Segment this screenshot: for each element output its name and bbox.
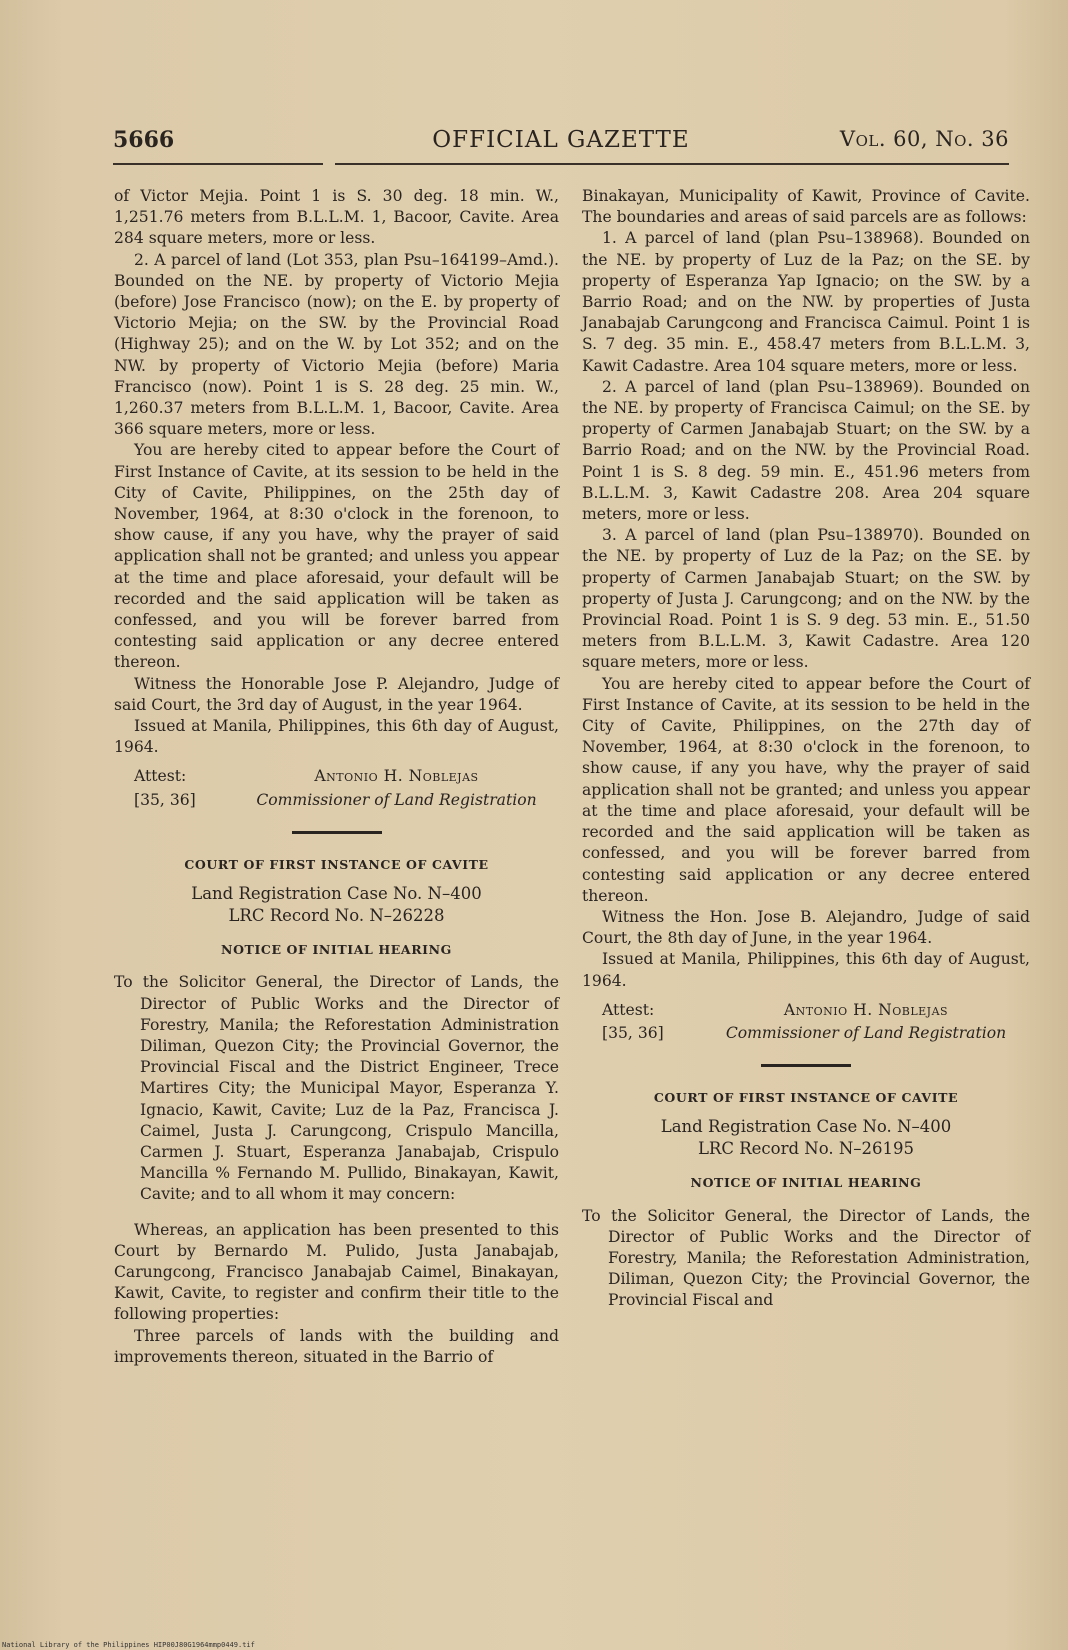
court-heading: COURT OF FIRST INSTANCE OF CAVITE: [653, 1090, 959, 1106]
attestation-title-block: [602, 1023, 1030, 1044]
paragraph: Three parcels of lands with the building and improvements thereon, situated in the Barrio of: [114, 1326, 559, 1366]
attest-name: Antonio H. Noblejas: [314, 767, 479, 786]
attest-title: Commissioner of Land Registration: [256, 790, 537, 809]
attest-title: Commissioner of Land Registration: [725, 1023, 1007, 1042]
paragraph: Witness the Honorable Jose P. Alejandro, Judge of said Court, the 3rd day of August, in the year 1964.: [114, 674, 559, 714]
paragraph: 2. A parcel of land (plan Psu–138969). Bounded on the NE. by property of Francisca Caimul; on the SE. by property of Carmen Janabajab Stuart; on the SW. by a Barrio Road; and on the NW. by the Provincial Road. Point 1 is S. 8 deg. 59 min. E., 451.96 meters from B.L.L.M. 3, Kawit Cadastre 208. Area 204 square meters, more or less.: [582, 377, 1030, 524]
reference-number: [35, 36]: [602, 1023, 664, 1042]
right-column: [582, 186, 1030, 1312]
header-rule-left: [113, 163, 323, 165]
record-number: LRC Record No. N–26195: [697, 1139, 915, 1159]
paragraph: 2. A parcel of land (Lot 353, plan Psu–164199–Amd.). Bounded on the NE. by property of Victorio Mejia (before) Jose Francisco (now); on the E. by property of Victorio Mejia; on the SW. by the Provincial Road (Highway 25); and on the W. by Lot 352; and on the NW. by property of Victorio Mejia (before) Maria Francisco (now). Point 1 is S. 28 deg. 25 min. W., 1,260.37 meters from B.L.L.M. 1, Bacoor, Cavite. Area 366 square meters, more or less.: [114, 250, 559, 439]
record-number: LRC Record No. N–26228: [228, 906, 445, 926]
section-divider: [761, 1064, 851, 1067]
reference-number: [35, 36]: [134, 790, 196, 809]
paragraph: You are hereby cited to appear before the Court of First Instance of Cavite, at its session to be held in the City of Cavite, Philippines, on the 25th day of November, 1964, at 8:30 o'clock in the forenoon, to show cause, if any you have, why the prayer of said application shall not be granted; and unless you appear at the time and place aforesaid, your default will be recorded and the said application will be taken as confessed, and you will be forever barred from contesting said application or any decree entered thereon.: [114, 441, 559, 672]
attest-label: Attest:: [602, 1000, 655, 1019]
paragraph: of Victor Mejia. Point 1 is S. 30 deg. 18 min. W., 1,251.76 meters from B.L.L.M. 1, Bacoor, Cavite. Area 284 square meters, more or less.: [114, 187, 559, 248]
paragraph: Issued at Manila, Philippines, this 6th day of August, 1964.: [114, 717, 559, 757]
addressees: To the Solicitor General, the Director of Lands, the Director of Public Works and the Director of Forestry, Manila; the Reforestation Administration Diliman, Quezon City; the Provincial Governor, the Provincial Fiscal and the District Engineer, Trece Martires City; the Municipal Mayor, Esperanza Y. Ignacio, Kawit, Cavite; Luz de la Paz, Francisca J. Caimel, Justa J. Carungcong, Crispulo Mancilla, Carmen J. Stuart, Esperanza Janabajab, Crispulo Mancilla % Fernando M. Pullido, Binakayan, Kawit, Cavite; and to all whom it may concern:: [114, 973, 559, 1204]
paragraph: You are hereby cited to appear before the Court of First Instance of Cavite, at its session to be held in the City of Cavite, Philippines, on the 27th day of November, 1964, at 8:30 o'clock in the forenoon, to show cause, if any you have, why the prayer of said application shall not be granted; and unless you appear at the time and place aforesaid, your default will be recorded and the said application will be taken as confessed, and you will be forever barred from contesting said application or any decree entered thereon.: [582, 674, 1030, 905]
paragraph: 3. A parcel of land (plan Psu–138970). Bounded on the NE. by property of Luz de la Paz; on the SE. by property of Carmen Janabajab Stuart; on the SW. by property of Justa J. Carungcong; and on the NW. by the Provincial Road. Point 1 is S. 9 deg. 53 min. E., 51.50 meters from B.L.L.M. 3, Kawit Cadastre. Area 120 square meters, more or less.: [582, 526, 1030, 672]
paragraph: Binakayan, Municipality of Kawit, Province of Cavite. The boundaries and areas of said parcels are as follows:: [582, 187, 1030, 227]
attestation-title-block: [134, 790, 559, 811]
attest-name: Antonio H. Noblejas: [783, 1000, 949, 1019]
section-divider: [292, 831, 382, 834]
attestation-block: [134, 766, 559, 787]
case-number: Land Registration Case No. N–400: [191, 884, 482, 904]
scan-footer: National Library of the Philippines HIP00J80G1964mmp0449.tif: [2, 1641, 255, 1649]
volume-number: Vol. 60, No. 36: [839, 127, 1009, 151]
header-rule-right: [335, 163, 1009, 165]
attestation-block: [602, 1000, 1030, 1021]
paragraph: Issued at Manila, Philippines, this 6th day of August, 1964.: [582, 950, 1030, 990]
paragraph: 1. A parcel of land (plan Psu–138968). Bounded on the NE. by property of Luz de la Paz; on the SE. by property of Esperanza Yap Ignacio; on the SW. by a Barrio Road; and on the NW. by properties of Justa Janabajab Carungcong and Francisca Caimul. Point 1 is S. 7 deg. 35 min. E., 458.47 meters from B.L.L.M. 3, Kawit Cadastre. Area 104 square meters, more or less.: [582, 229, 1030, 375]
publication-title: OFFICIAL GAZETTE: [432, 127, 690, 153]
court-heading: COURT OF FIRST INSTANCE OF CAVITE: [184, 856, 489, 872]
case-number: Land Registration Case No. N–400: [660, 1117, 952, 1137]
paragraph: Whereas, an application has been presented to this Court by Bernardo M. Pulido, Justa Janabajab, Carungcong, Francisco Janabajab Caimel, Binakayan, Kawit, Cavite, to register and confirm their title to the following properties:: [114, 1220, 559, 1324]
attest-label: Attest:: [134, 767, 187, 786]
notice-heading: NOTICE OF INITIAL HEARING: [690, 1175, 922, 1191]
page-header: [113, 127, 1009, 159]
paragraph: Witness the Hon. Jose B. Alejandro, Judge of said Court, the 8th day of June, in the year 1964.: [582, 907, 1030, 948]
left-column: [114, 186, 559, 1368]
addressees: To the Solicitor General, the Director of Lands, the Director of Public Works and the Director of Forestry, Manila; the Reforestation Administration, Diliman, Quezon City; the Provincial Governor, the Provincial Fiscal and: [582, 1206, 1030, 1310]
page-number: 5666: [113, 127, 175, 153]
notice-heading: NOTICE OF INITIAL HEARING: [221, 942, 452, 958]
